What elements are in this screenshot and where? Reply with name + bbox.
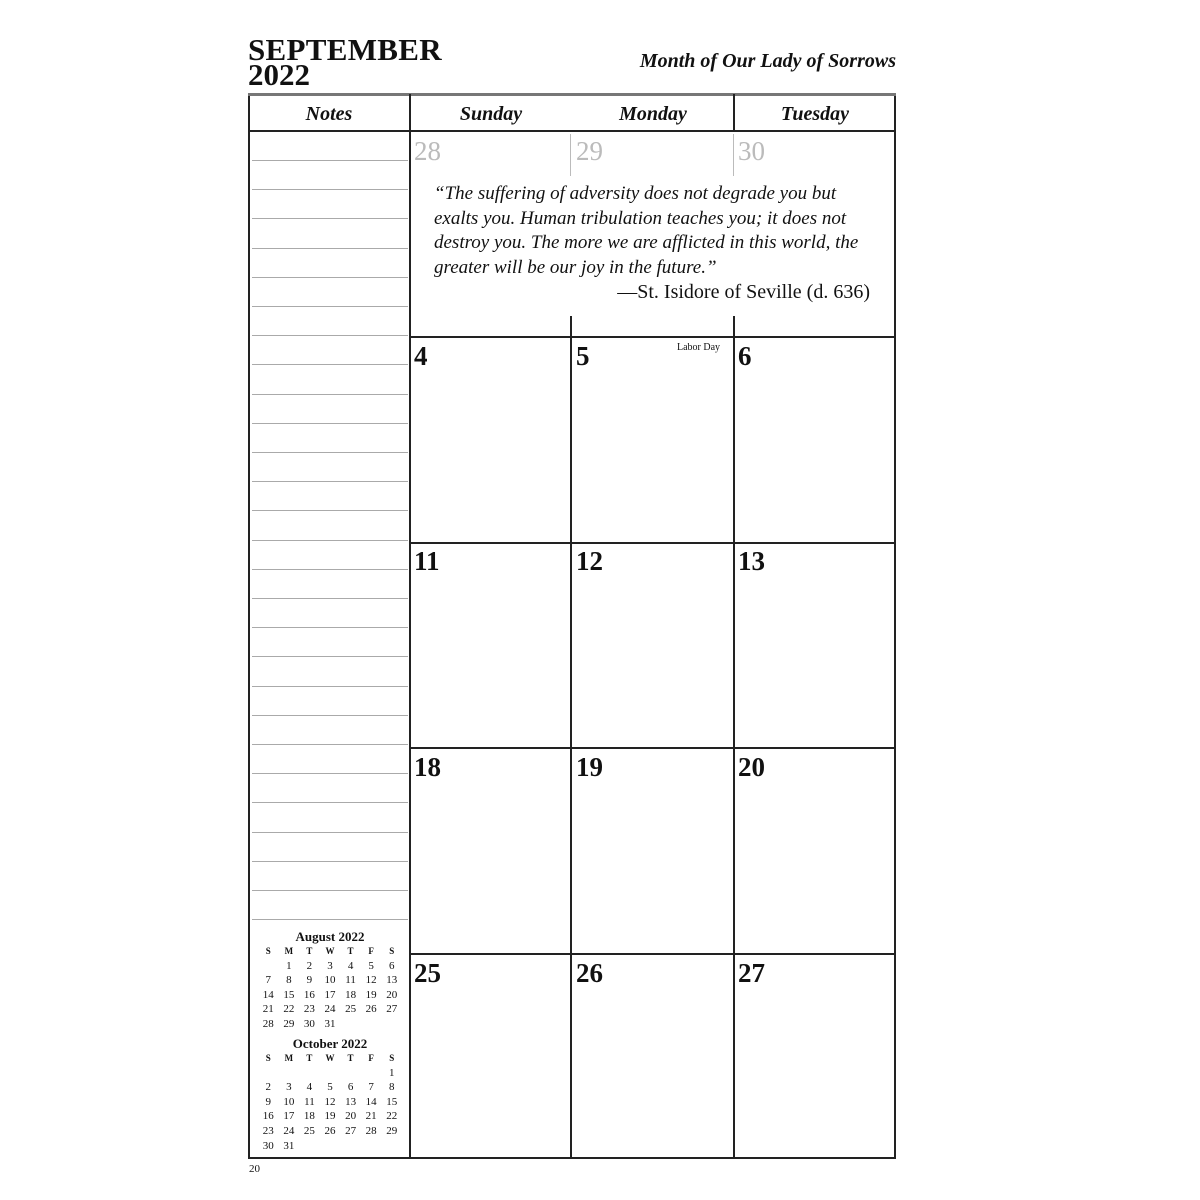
mini-date: 26 — [365, 1003, 377, 1016]
quote-text: “The suffering of adversity does not degrade you but exalts you. Human tribulation teaches you; it does not destroy you. The more we are afflicted in this world, the greater will be our joy in the future.” — [434, 183, 859, 278]
notes-ruled-line — [252, 452, 408, 453]
mini-date: 2 — [265, 1081, 272, 1094]
week-rule-2 — [410, 542, 896, 544]
mini-date: 1 — [388, 1066, 395, 1079]
mini-date: 15 — [386, 1095, 398, 1108]
mini-date: 28 — [262, 1017, 274, 1030]
mini-date: 31 — [283, 1139, 295, 1152]
mini-date: 2 — [306, 959, 313, 972]
mini-weekday: F — [368, 946, 374, 956]
mini-date: 13 — [386, 974, 398, 987]
mini-date: 11 — [304, 1095, 315, 1108]
notes-ruled-line — [252, 160, 408, 161]
mini-date: 24 — [324, 1003, 336, 1016]
notes-ruled-line — [252, 277, 408, 278]
mini-date: 25 — [303, 1124, 315, 1137]
day-number: 11 — [414, 546, 440, 576]
day-number: 28 — [414, 136, 441, 166]
week-rule-3 — [410, 747, 896, 749]
mini-date: 1 — [286, 959, 292, 972]
mini-date: 30 — [303, 1017, 315, 1030]
sunday-header: Sunday — [459, 103, 523, 125]
day-number: 27 — [738, 958, 765, 988]
mini-date — [258, 959, 279, 974]
mini-date — [361, 1139, 382, 1154]
mini-date — [320, 1139, 341, 1154]
notes-ruled-line — [252, 423, 408, 424]
mini-date: 8 — [286, 974, 292, 987]
mini-date — [361, 1066, 382, 1081]
mini-date: 11 — [345, 974, 356, 987]
mini-date: 29 — [283, 1017, 295, 1030]
column-divider-1 — [570, 316, 572, 1158]
mini-date — [340, 1139, 361, 1154]
mini-date: 15 — [283, 988, 295, 1001]
mini-date: 8 — [388, 1081, 395, 1094]
day-number: 13 — [738, 546, 765, 576]
mini-weekday: F — [368, 1053, 374, 1063]
mini-date: 20 — [345, 1110, 357, 1123]
notes-ruled-line — [252, 656, 408, 657]
mini-date: 16 — [303, 988, 315, 1001]
mini-date: 21 — [365, 1110, 377, 1123]
mini-date — [381, 1017, 402, 1032]
day-number: 12 — [576, 546, 603, 576]
notes-ruled-line — [252, 248, 408, 249]
column-divider-2 — [733, 316, 735, 1158]
mini-weekday: S — [265, 946, 271, 956]
mini-date — [279, 1066, 300, 1081]
mini-calendar-august — [258, 930, 402, 1032]
mini-date: 3 — [327, 959, 333, 972]
notes-ruled-line — [252, 890, 408, 891]
mini-date: 19 — [365, 988, 377, 1001]
mini-date: 14 — [365, 1095, 377, 1108]
monday-header: Monday — [619, 103, 687, 125]
day-number: 30 — [738, 136, 765, 166]
day-number: 4 — [414, 341, 428, 371]
notes-ruled-line — [252, 218, 408, 219]
mini-calendar-grid — [258, 1051, 402, 1153]
quote-attribution: —St. Isidore of Seville (d. 636) — [617, 281, 870, 303]
mini-date: 5 — [368, 959, 374, 972]
mini-date: 21 — [262, 1003, 274, 1016]
mini-date — [381, 1139, 402, 1154]
week-rule-1 — [410, 336, 896, 338]
mini-date: 23 — [303, 1003, 315, 1016]
day-number: 29 — [576, 136, 603, 166]
mini-date: 10 — [283, 1095, 295, 1108]
mini-date: 5 — [327, 1081, 333, 1094]
notes-ruled-line — [252, 861, 408, 862]
header-rule — [248, 130, 896, 132]
notes-ruled-line — [252, 569, 408, 570]
notes-ruled-line — [252, 189, 408, 190]
holiday-label: Labor Day — [677, 342, 721, 353]
notes-ruled-line — [252, 686, 408, 687]
mini-date: 4 — [347, 959, 354, 972]
mini-weekday: S — [265, 1053, 271, 1063]
mini-weekday: S — [389, 1053, 395, 1063]
mini-date: 17 — [283, 1110, 295, 1123]
notes-ruled-line — [252, 715, 408, 716]
mini-weekday: W — [325, 1053, 335, 1063]
mini-date: 19 — [324, 1110, 336, 1123]
day-number: 26 — [576, 958, 603, 988]
mini-date: 22 — [386, 1110, 398, 1123]
mini-date: 27 — [386, 1003, 398, 1016]
mini-date: 25 — [345, 1003, 357, 1016]
mini-weekday: T — [347, 1053, 354, 1063]
day-number: 25 — [414, 958, 441, 988]
mini-date: 22 — [283, 1003, 295, 1016]
notes-ruled-line — [252, 744, 408, 745]
mini-date: 12 — [324, 1095, 336, 1108]
mini-date: 9 — [306, 974, 313, 987]
notes-ruled-line — [252, 364, 408, 365]
mini-date: 12 — [365, 974, 377, 987]
notes-ruled-line — [252, 919, 408, 920]
mini-date: 6 — [388, 959, 395, 972]
mini-date: 9 — [265, 1095, 272, 1108]
mini-weekday: M — [284, 1053, 294, 1063]
notes-ruled-line — [252, 394, 408, 395]
mini-date: 13 — [345, 1095, 357, 1108]
mini-date: 20 — [386, 988, 398, 1001]
mini-date: 26 — [324, 1124, 336, 1137]
notes-ruled-line — [252, 627, 408, 628]
month-title: SEPTEMBER — [248, 32, 442, 67]
mini-date — [299, 1066, 320, 1081]
notes-ruled-line — [252, 773, 408, 774]
mini-date: 18 — [345, 988, 357, 1001]
day-number: 19 — [576, 752, 603, 782]
mini-date: 27 — [345, 1124, 357, 1137]
mini-date: 28 — [365, 1124, 377, 1137]
mini-calendar-october — [258, 1037, 402, 1153]
notes-header: Notes — [305, 103, 353, 125]
month-dedication: Month of Our Lady of Sorrows — [639, 50, 896, 72]
day-number: 18 — [414, 752, 441, 782]
faded-divider-2 — [733, 134, 734, 176]
mini-weekday: W — [325, 946, 335, 956]
mini-date: 10 — [324, 974, 336, 987]
mini-date: 17 — [324, 988, 336, 1001]
mini-date: 7 — [265, 974, 272, 987]
notes-ruled-line — [252, 598, 408, 599]
page-number: 20 — [249, 1163, 260, 1175]
notes-ruled-line — [252, 832, 408, 833]
mini-date: 6 — [347, 1081, 354, 1094]
mini-date — [340, 1066, 361, 1081]
week-rule-4 — [410, 953, 896, 955]
mini-weekday: M — [284, 946, 294, 956]
mini-calendar-grid — [258, 944, 402, 1032]
notes-ruled-line — [252, 510, 408, 511]
mini-weekday: T — [347, 946, 354, 956]
notes-divider — [409, 94, 411, 1158]
mini-date: 4 — [306, 1081, 313, 1094]
mini-weekday: T — [306, 946, 313, 956]
notes-ruled-line — [252, 802, 408, 803]
mini-date — [361, 1017, 382, 1032]
mini-date: 3 — [286, 1081, 292, 1094]
mini-date — [299, 1139, 320, 1154]
day-number: 20 — [738, 752, 765, 782]
year-title: 2022 — [248, 57, 310, 92]
notes-ruled-line — [252, 306, 408, 307]
mini-calendar-title: August 2022 — [295, 929, 365, 944]
mini-date — [340, 1017, 361, 1032]
mini-date — [320, 1066, 341, 1081]
mini-date: 16 — [262, 1110, 274, 1123]
mini-date: 18 — [303, 1110, 315, 1123]
mini-date: 29 — [386, 1124, 398, 1137]
mini-date: 24 — [283, 1124, 295, 1137]
mini-date: 30 — [262, 1139, 274, 1152]
faded-divider-1 — [570, 134, 571, 176]
mini-weekday: S — [389, 946, 395, 956]
tuesday-header: Tuesday — [780, 103, 850, 125]
mini-date: 23 — [262, 1124, 274, 1137]
day-number: 5 — [576, 341, 590, 371]
mini-date: 14 — [262, 988, 274, 1001]
mini-weekday: T — [306, 1053, 313, 1063]
mini-date: 31 — [324, 1017, 336, 1030]
mini-calendar-title: October 2022 — [292, 1036, 368, 1051]
day-number: 6 — [738, 341, 752, 371]
notes-ruled-line — [252, 335, 408, 336]
notes-ruled-line — [252, 540, 408, 541]
mini-date: 7 — [368, 1081, 374, 1094]
mini-date — [258, 1066, 279, 1081]
notes-ruled-line — [252, 481, 408, 482]
